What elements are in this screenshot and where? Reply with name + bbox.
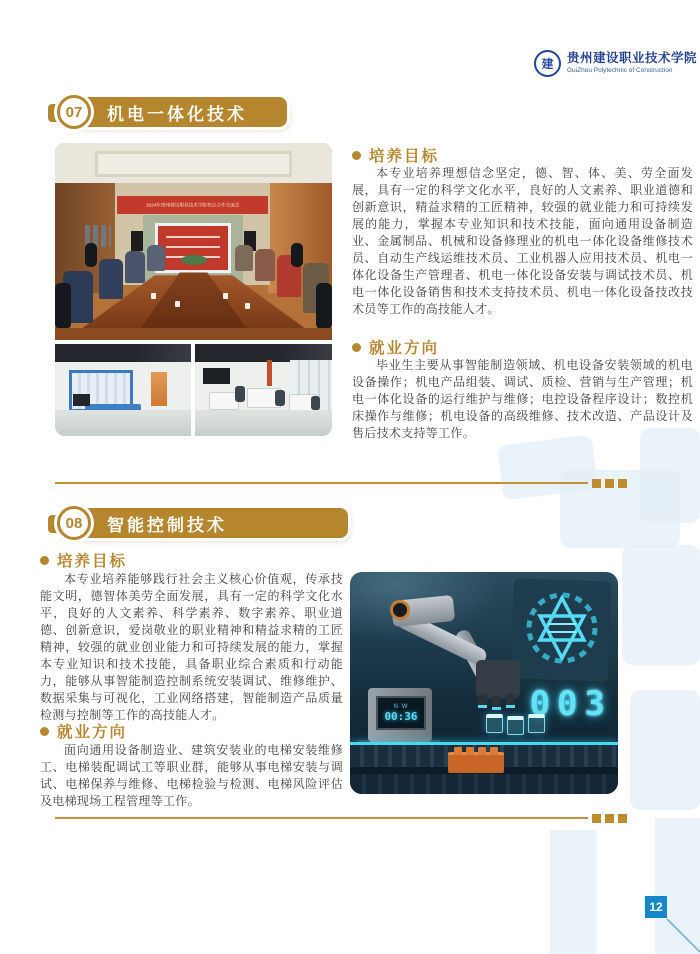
employment-heading-07: 就业方向 bbox=[352, 336, 439, 358]
training-paragraph-08: 本专业培养能够践行社会主义核心价值观，传承技能文明，德智体美劳全面发展，具有一定的科学文化水平，良好的人文素养、科学素养、数字素养、职业道德、创新意识，爱岗敬业的职业精神和精益求精的工匠精神，较强的就业创业能力和可持续发展的能力，掌握本专业知识和技术技能，具备职业综合素质和行动能力，能够从事智能制造控制系统安装调试、维修维护、数据采集与可视化，工业网络搭建，智能制造产品质量检测与控制等工作的高技能人才。 bbox=[40, 572, 343, 722]
section-08-number: 08 bbox=[57, 506, 91, 540]
hologram-cube bbox=[528, 714, 545, 733]
monitor bbox=[73, 394, 90, 406]
robot-screen: N·W 00:36 bbox=[376, 696, 426, 730]
hologram-counter: 003 bbox=[529, 684, 612, 724]
camera-lens-icon bbox=[390, 600, 410, 620]
corner-line bbox=[655, 914, 700, 954]
training-heading-07: 培养目标 bbox=[352, 144, 439, 166]
section-07-number: 07 bbox=[57, 95, 91, 129]
employment-paragraph-08: 面向通用设备制造业、建筑安装业的电梯安装维修工、电梯装配调试工等职业群，能够从事电梯安装与调试、电梯保养与维修、电梯检验与检测、电梯风险评估及电梯现场工程管理等工作。 bbox=[40, 743, 343, 808]
bullet-icon bbox=[352, 343, 361, 352]
employment-paragraph-07: 毕业生主要从事智能制造领域、机电设备安装领域的机电设备操作；机电产品组装、调试、质检、营销与生产管理；机电一体化设备的运行维护与维修；电控设备程序设计；数控机床操作与维修；机电设备的高级维修、技术改造、产品设计及售后技术支持等工作。 bbox=[352, 358, 693, 440]
section-08-title-bar bbox=[75, 508, 348, 538]
college-name-zh: 贵州建设职业技术学院 bbox=[567, 50, 698, 65]
robot-photo bbox=[350, 572, 618, 794]
college-name-en: GuiZhou Polytechnic of Construction bbox=[567, 67, 673, 75]
person bbox=[125, 251, 145, 283]
bullet-icon bbox=[352, 151, 361, 160]
section-08-title: 智能控制技术 bbox=[107, 515, 227, 535]
meeting-photo bbox=[55, 143, 332, 340]
table-plant bbox=[181, 255, 207, 265]
section-divider bbox=[55, 478, 627, 488]
lab-photo-right bbox=[195, 344, 332, 436]
page-number-badge: 12 bbox=[645, 896, 667, 918]
bullet-icon bbox=[40, 556, 49, 565]
person bbox=[235, 245, 253, 271]
section-07-title-bar bbox=[75, 97, 287, 127]
hologram-cube bbox=[486, 714, 503, 733]
college-logo-icon: 建 bbox=[534, 50, 561, 77]
person bbox=[255, 249, 275, 281]
projection-screen bbox=[155, 223, 231, 273]
robot-gripper bbox=[476, 660, 520, 698]
lab-doorway bbox=[151, 372, 167, 406]
section-07-title: 机电一体化技术 bbox=[107, 104, 247, 124]
wall-display bbox=[203, 368, 230, 384]
lab-photo-left bbox=[55, 344, 191, 436]
training-paragraph-07: 本专业培养理想信念坚定，德、智、体、美、劳全面发展，具有一定的科学文化水平，良好的人文素养、职业道德和创新意识，精益求精的工匠精神，较强的就业能力和可持续发展的能力，掌握本专业知识和技术技能，面向通用设备制造业、金属制品、机械和设备修理业的机电一体化设备维修技术员、自动生产线运维技术员、工业机器人应用技术员、机电一体化设备生产管理者、机电一体化设备安装与调试技术员、机电一体化设备销售和技术支持技术员、机电一体化设备技改技术员等工作的高技能人才。 bbox=[352, 166, 693, 316]
person bbox=[99, 259, 123, 299]
employment-heading-08: 就业方向 bbox=[40, 720, 127, 742]
speaker-left bbox=[131, 231, 143, 251]
hologram-cube bbox=[507, 716, 524, 735]
college-logo bbox=[534, 46, 698, 80]
hologram-gear-icon bbox=[526, 588, 598, 668]
parts-tray bbox=[448, 752, 504, 773]
bullet-icon bbox=[40, 727, 49, 736]
section-divider bbox=[55, 813, 627, 823]
meeting-banner: 2024年贵州建设职业技术学院校企合作交流会 bbox=[117, 196, 268, 214]
training-heading-08: 培养目标 bbox=[40, 549, 127, 571]
person bbox=[147, 245, 165, 271]
